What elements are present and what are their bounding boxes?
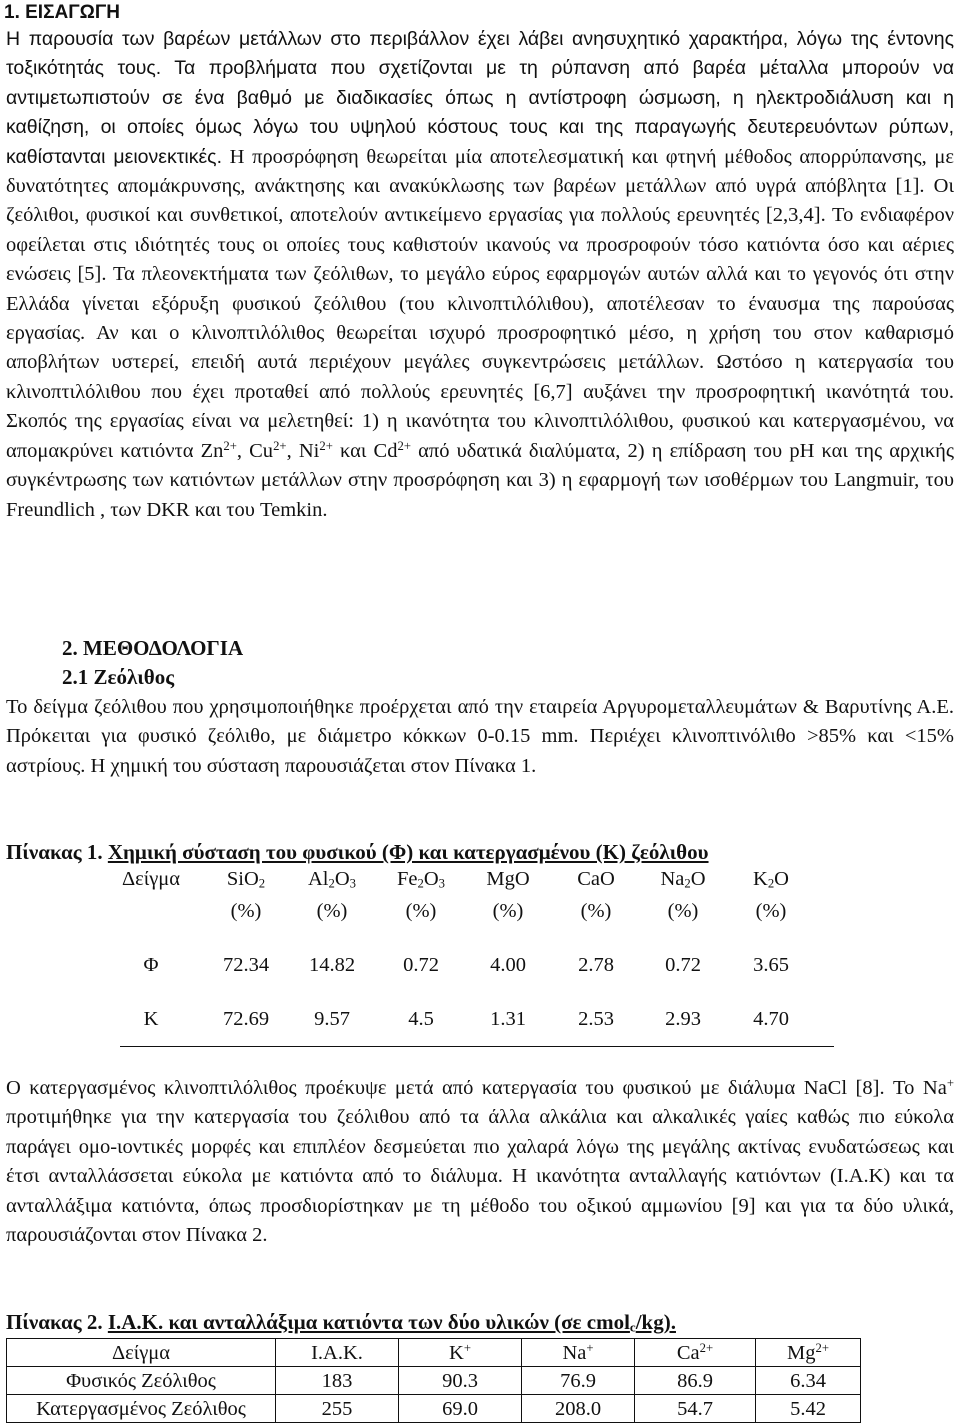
header-label: Na bbox=[562, 1341, 587, 1364]
subsection-heading-zeolite: 2.1 Ζεόλιθος bbox=[62, 665, 175, 689]
introduction-paragraph bbox=[6, 25, 954, 525]
table1-cell: Φ bbox=[143, 954, 159, 976]
table2-cell: 69.0 bbox=[399, 1395, 522, 1423]
table1-unit-cell: (%) bbox=[405, 900, 437, 922]
table1-cell: 2.53 bbox=[578, 1008, 614, 1030]
caption-subscript: c bbox=[629, 1319, 636, 1335]
intro-sentence-3: Η προσρόφηση θεωρείται μία αποτελεσματική και φτηνή μέθοδος απορρύπανσης, με δυνατότητες απομάκρυνσης, ανάκτησης και ανακύκλωσης των βαρέων μετάλλων από υγρά απόβλητα [1]. Οι ζεόλιθοι, φυσικοί και συνθετικοί, αποτελούν αντικείμενο εργασίας για πολλούς ερευνητές [2,3,4]. bbox=[6, 145, 954, 227]
table1-unit-cell: (%) bbox=[667, 900, 699, 922]
table2-caption-title-end: /kg). bbox=[635, 1310, 676, 1334]
table1-unit-cell: (%) bbox=[230, 900, 262, 922]
charge-superscript: 2+ bbox=[815, 1340, 829, 1355]
charge-superscript: + bbox=[946, 1076, 954, 1091]
header-formula: SiO bbox=[226, 868, 259, 890]
table2-caption bbox=[6, 1310, 676, 1335]
table2-cell: Φυσικός Ζεόλιθος bbox=[7, 1367, 276, 1395]
table1-cell: 3.65 bbox=[753, 954, 789, 976]
table1-unit-cell: (%) bbox=[492, 900, 524, 922]
table2-header-cell bbox=[756, 1339, 861, 1367]
table2-header-cell bbox=[635, 1339, 756, 1367]
zeolite-paragraph: Το δείγμα ζεόλιθου που χρησιμοποιήθηκε προέρχεται από την εταιρεία Αργυρομεταλλευμάτων & Βαρυτίνης Α.Ε. Πρόκειται για φυσικό ζεόλιθο, με διάμετρο κόκκων 0-0.15 mm. Περιέχει κλινοπτινόλιθο >85% και <15% αστρίους. Η χημική του σύσταση παρουσιάζεται στον Πίνακα 1. bbox=[6, 696, 954, 777]
table2-header-cell bbox=[399, 1339, 522, 1367]
table1-cell: 4.70 bbox=[753, 1008, 789, 1030]
table2-cell: 255 bbox=[276, 1395, 399, 1423]
table2-cell: 54.7 bbox=[635, 1395, 756, 1423]
table2-cell: 86.9 bbox=[635, 1367, 756, 1395]
table1-cell: 0.72 bbox=[403, 954, 439, 976]
header-label: Δείγμα bbox=[111, 1341, 171, 1364]
table2-caption-prefix: Πίνακας 2. bbox=[6, 1310, 103, 1334]
intro-aim-text: , Cu bbox=[236, 439, 274, 462]
header-formula: O bbox=[774, 868, 789, 890]
intro-aim-text: , Ni bbox=[286, 439, 320, 462]
table2-cell: Κατεργασμένος Ζεόλιθος bbox=[7, 1395, 276, 1423]
table1-header-cell bbox=[99, 868, 203, 891]
table1-cell: 14.82 bbox=[308, 954, 356, 976]
table1-header-cell bbox=[726, 868, 816, 891]
table2-header-row bbox=[7, 1339, 861, 1367]
table1-cell: 2.93 bbox=[665, 1008, 701, 1030]
table2-row bbox=[7, 1395, 861, 1423]
table1-cell: 4.5 bbox=[408, 1008, 434, 1030]
formula-subscript: 2 bbox=[417, 876, 424, 891]
intro-sentence-2: Τα προβλήματα που σχετίζονται με τη ρύπανση από βαρέα μέταλλα μπορούν να αντιμετωπιστούν σε ένα βαθμό με διαδικασίες όπως η αντίστροφη ώσμωση, η ηλεκτροδιάλυση και η καθίζηση, οι οποίες όμως λόγω του υψηλού κόστους τους και της παραγωγής δευτερευόντων ρύπων, καθίστανται μειονεκτικές. bbox=[6, 57, 955, 168]
header-label: K bbox=[449, 1341, 464, 1364]
table1-cell: 1.31 bbox=[490, 1008, 526, 1030]
charge-superscript: 2+ bbox=[397, 438, 412, 453]
charge-superscript: 2+ bbox=[699, 1340, 714, 1355]
header-formula: O bbox=[334, 868, 350, 890]
table1-header-cell bbox=[551, 868, 641, 891]
intro-aim-text: και Cd bbox=[332, 439, 398, 462]
treatment-text: προτιμήθηκε για την κατεργασία του ζεόλιθου από τα άλλα αλκάλια και αλκαλικές γαίες καθώς πιο εύκολα παράγει ομο-ιοντικές μορφές και επιπλέον δεσμεύεται πιο χαλαρά λόγω της μεγάλης ακτίνας ενυδατώσεως και έτσι ανταλλάσσεται εύκολα με κατιόντα από το διάλυμα. Η ικανότητα ανταλλαγής κατιόντων (Ι.Α.Κ) και τα ανταλλάξιμα κατιόντα, όπως προσδιορίστηκαν με τη μέθοδο του οξικού αμμωνίου [9] και για τα δύο υλικά, παρουσιάζονται στον Πίνακα 2. bbox=[6, 1106, 954, 1247]
charge-superscript: 2+ bbox=[319, 438, 333, 453]
charge-superscript: 2+ bbox=[273, 438, 287, 453]
header-formula: K bbox=[753, 868, 768, 890]
formula-subscript: 3 bbox=[349, 876, 357, 891]
table2-header-cell bbox=[522, 1339, 635, 1367]
table2-row bbox=[7, 1367, 861, 1395]
header-label: Ca bbox=[676, 1341, 700, 1364]
table1-cell: 72.34 bbox=[222, 954, 270, 976]
header-formula: Al bbox=[307, 868, 329, 890]
section-heading-introduction: 1. ΕΙΣΑΓΩΓΗ bbox=[4, 2, 120, 23]
treatment-text: Ο κατεργασμένος κλινοπτιλόλιθος προέκυψε μετά από κατεργασία του φυσικού με διάλυμα NaCl [8]. Το Na bbox=[6, 1077, 947, 1099]
table1-unit-cell: (%) bbox=[316, 900, 348, 922]
header-formula: Na bbox=[660, 868, 685, 890]
formula-subscript: 3 bbox=[438, 876, 446, 891]
intro-sentence-4: Το ενδιαφέρον οφείλεται στις ιδιότητές τους οι οποίες τους καθιστούν ικανούς να προσροφούν τόσο κατιόντα όσο και αέριες ενώσεις [5]. Τα πλεονεκτήματα των ζεόλιθων, το μεγάλο εύρος εφαρμογών αυτών αλλά και το γεγονός ότι στην Ελλάδα γίνεται εξόρυξη φυσικού ζεόλιθου (του κλινοπτιλόλιθου), αποτέλεσαν το έναυσμα της παρούσας εργασίας. Αν και ο κλινοπτιλόλιθος θεωρείται ισχυρό προσροφητικό μέσο, η χρήση του στον καθαρισμό αποβλήτων υστερεί, επειδή αυτά περιέχουν μεγάλες συγκεντρώσεις μετάλλων. Ωστόσο η κατεργασία του κλινοπτιλόλιθου που έχει προταθεί από πολλούς ερευνητές [6,7] αυξάνει την προσροφητική ικανότητά του. bbox=[6, 204, 954, 403]
table2-cell: 90.3 bbox=[399, 1367, 522, 1395]
table2-header-cell bbox=[276, 1339, 399, 1367]
table2-cell: 5.42 bbox=[756, 1395, 861, 1423]
table1-unit-cell: (%) bbox=[580, 900, 612, 922]
table1-header-cell bbox=[287, 868, 377, 891]
table1-caption-title: Χημική σύσταση του φυσικού (Φ) και κατεργασμένου (Κ) ζεόλιθου bbox=[107, 840, 709, 864]
formula-subscript: 2 bbox=[684, 876, 691, 891]
section-heading-methodology: 2. ΜΕΘΟΔΟΛΟΓΙΑ bbox=[62, 636, 244, 660]
formula-subscript: 2 bbox=[258, 876, 266, 891]
table1-cell: 9.57 bbox=[314, 1008, 350, 1030]
table1-cell: 4.00 bbox=[490, 954, 526, 976]
table1-bottom-rule bbox=[120, 1046, 834, 1047]
header-label: Mg bbox=[786, 1341, 816, 1364]
intro-aim-text: Σκοπός της εργασίας είναι να μελετηθεί: 1) η ικανότητα του κλινοπτιλόλιθου, φυσικού και κατεργασμένου, να απομακρύνει κατιόντα Zn bbox=[6, 410, 954, 462]
table2-cation-exchange bbox=[6, 1338, 861, 1423]
table1-unit-cell: (%) bbox=[755, 900, 787, 922]
table1-header-cell bbox=[463, 868, 553, 891]
table2-cell: 6.34 bbox=[756, 1367, 861, 1395]
formula-subscript: 2 bbox=[328, 876, 335, 891]
table1-header-cell bbox=[376, 868, 466, 891]
header-label: Ι.Α.Κ. bbox=[311, 1341, 363, 1364]
table1-caption-prefix: Πίνακας 1. bbox=[6, 840, 103, 864]
header-formula: O bbox=[690, 868, 706, 890]
charge-superscript: 2+ bbox=[223, 438, 237, 453]
header-formula: MgO bbox=[486, 868, 530, 890]
table1-caption bbox=[6, 840, 709, 865]
header-formula: Δείγμα bbox=[121, 868, 181, 890]
header-formula: Fe bbox=[396, 868, 418, 890]
charge-superscript: + bbox=[586, 1340, 594, 1355]
table2-cell: 208.0 bbox=[522, 1395, 635, 1423]
header-formula: O bbox=[423, 868, 439, 890]
table1-header-cell bbox=[201, 868, 291, 891]
table1-cell: 2.78 bbox=[578, 954, 614, 976]
header-formula: CaO bbox=[577, 868, 615, 890]
table1-cell: 0.72 bbox=[665, 954, 701, 976]
formula-subscript: 2 bbox=[767, 876, 775, 891]
table2-cell: 183 bbox=[276, 1367, 399, 1395]
intro-sentence-1: Η παρουσία των βαρέων μετάλλων στο περιβάλλον έχει λάβει ανησυχητικό χαρακτήρα, λόγω της έντονης τοξικότητάς τους. bbox=[6, 28, 954, 80]
table1-header-cell bbox=[638, 868, 728, 891]
treatment-paragraph bbox=[6, 1074, 954, 1250]
charge-superscript: + bbox=[463, 1340, 471, 1355]
table2-cell: 76.9 bbox=[522, 1367, 635, 1395]
table1-cell: 72.69 bbox=[222, 1008, 270, 1030]
table1-cell: Κ bbox=[143, 1008, 159, 1030]
intro-aim-text: από υδατικά διαλύματα, 2) η επίδραση του pH και της αρχικής συγκέντρωσης των κατιόντων μετάλλων στην προσρόφηση και 3) η εφαρμογή των ισοθέρμων του Langmuir, του Freundlich , των DKR και του Temkin. bbox=[6, 439, 955, 521]
table2-caption-title: Ι.Α.Κ. και ανταλλάξιμα κατιόντα των δύο υλικών (σε cmol bbox=[107, 1310, 630, 1334]
table2-header-cell bbox=[7, 1339, 276, 1367]
